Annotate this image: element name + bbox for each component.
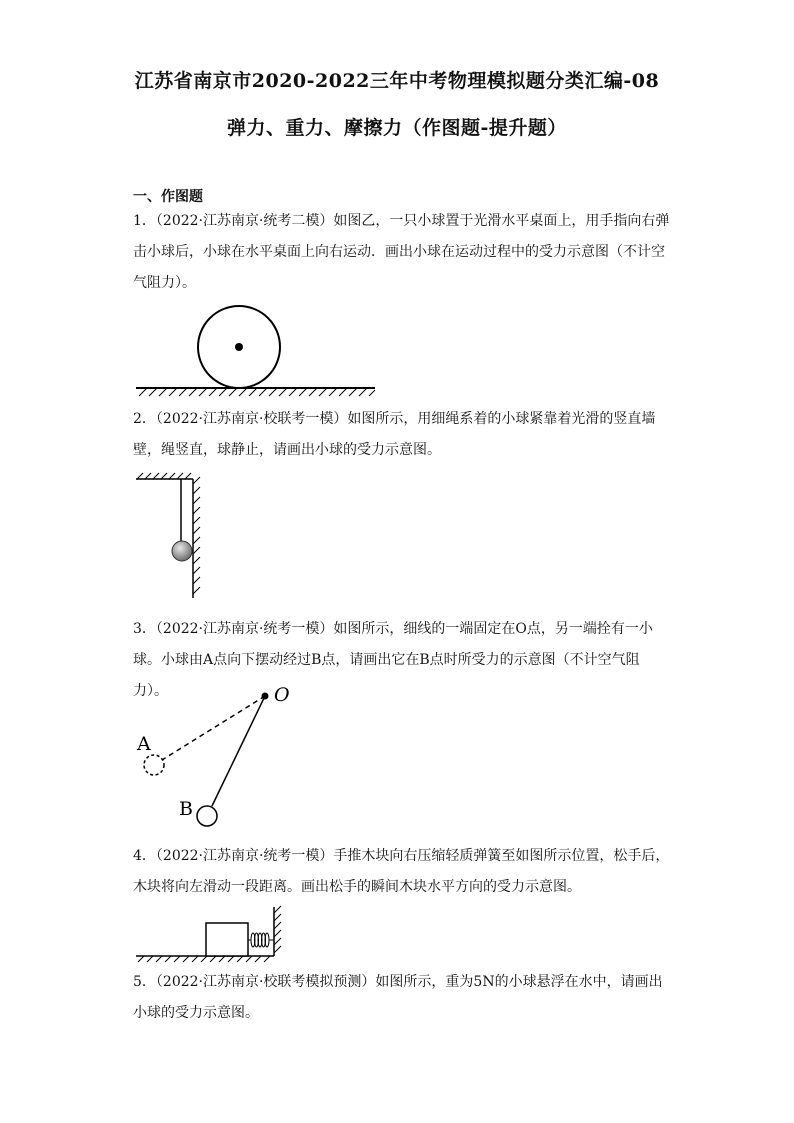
ceiling-hatching — [137, 473, 191, 479]
document-title-line2: 弹力、重力、摩擦力（作图题-提升题） — [227, 117, 567, 139]
label-o: O — [274, 684, 290, 706]
label-b: B — [179, 798, 193, 820]
label-a: A — [137, 733, 151, 755]
figure-block-spring — [133, 904, 293, 964]
ball-position-b — [197, 806, 217, 826]
question-5: 5．（2022·江苏南京·校联考模拟预测）如图所示，重为5N的小球悬浮在水中，请画出小球的受力示意图。 — [133, 974, 663, 1021]
compressed-spring — [248, 933, 274, 947]
question-4: 4．（2022·江苏南京·统考一模）手推木块向右压缩轻质弹簧至如图所示位置，松手后，木块将向左滑动一段距离。画出松手的瞬间木块水平方向的受力示意图。 — [133, 848, 670, 895]
question-2: 2．（2022·江苏南京·校联考一模）如图所示，用细绳系着的小球紧靠着光滑的竖直墙壁，绳竖直，球静止，请画出小球的受力示意图。 — [133, 411, 656, 458]
figure-ball-against-wall — [133, 472, 213, 602]
document-title-line1: 江苏省南京市2020-2022三年中考物理模拟题分类汇编-08 — [134, 70, 660, 92]
figure-ball-on-table — [133, 300, 383, 400]
figure-pendulum — [133, 684, 313, 829]
question-3: 3．（2022·江苏南京·统考一模）如图所示，细线的一端固定在O点，另一端拴有一小球。小球由A点向下摆动经过B点，请画出它在B点时所受力的示意图（不计空气阻力）。 — [133, 621, 653, 699]
question-1: 1．（2022·江苏南京·统考二模）如图乙，一只小球置于光滑水平桌面上，用手指向右弹击小球后，小球在水平桌面上向右运动．画出小球在运动过程中的受力示意图（不计空气阻力）。 — [133, 213, 670, 291]
wall-hatching — [274, 906, 281, 953]
wooden-block — [206, 923, 248, 956]
table-hatching — [139, 388, 375, 396]
section-heading: 一、作图题 — [133, 189, 203, 205]
ball-position-a — [144, 755, 164, 775]
ball-center-dot — [235, 343, 243, 351]
wall-hatching — [193, 477, 200, 594]
floor-hatching — [138, 956, 270, 962]
hanging-ball — [172, 541, 192, 561]
